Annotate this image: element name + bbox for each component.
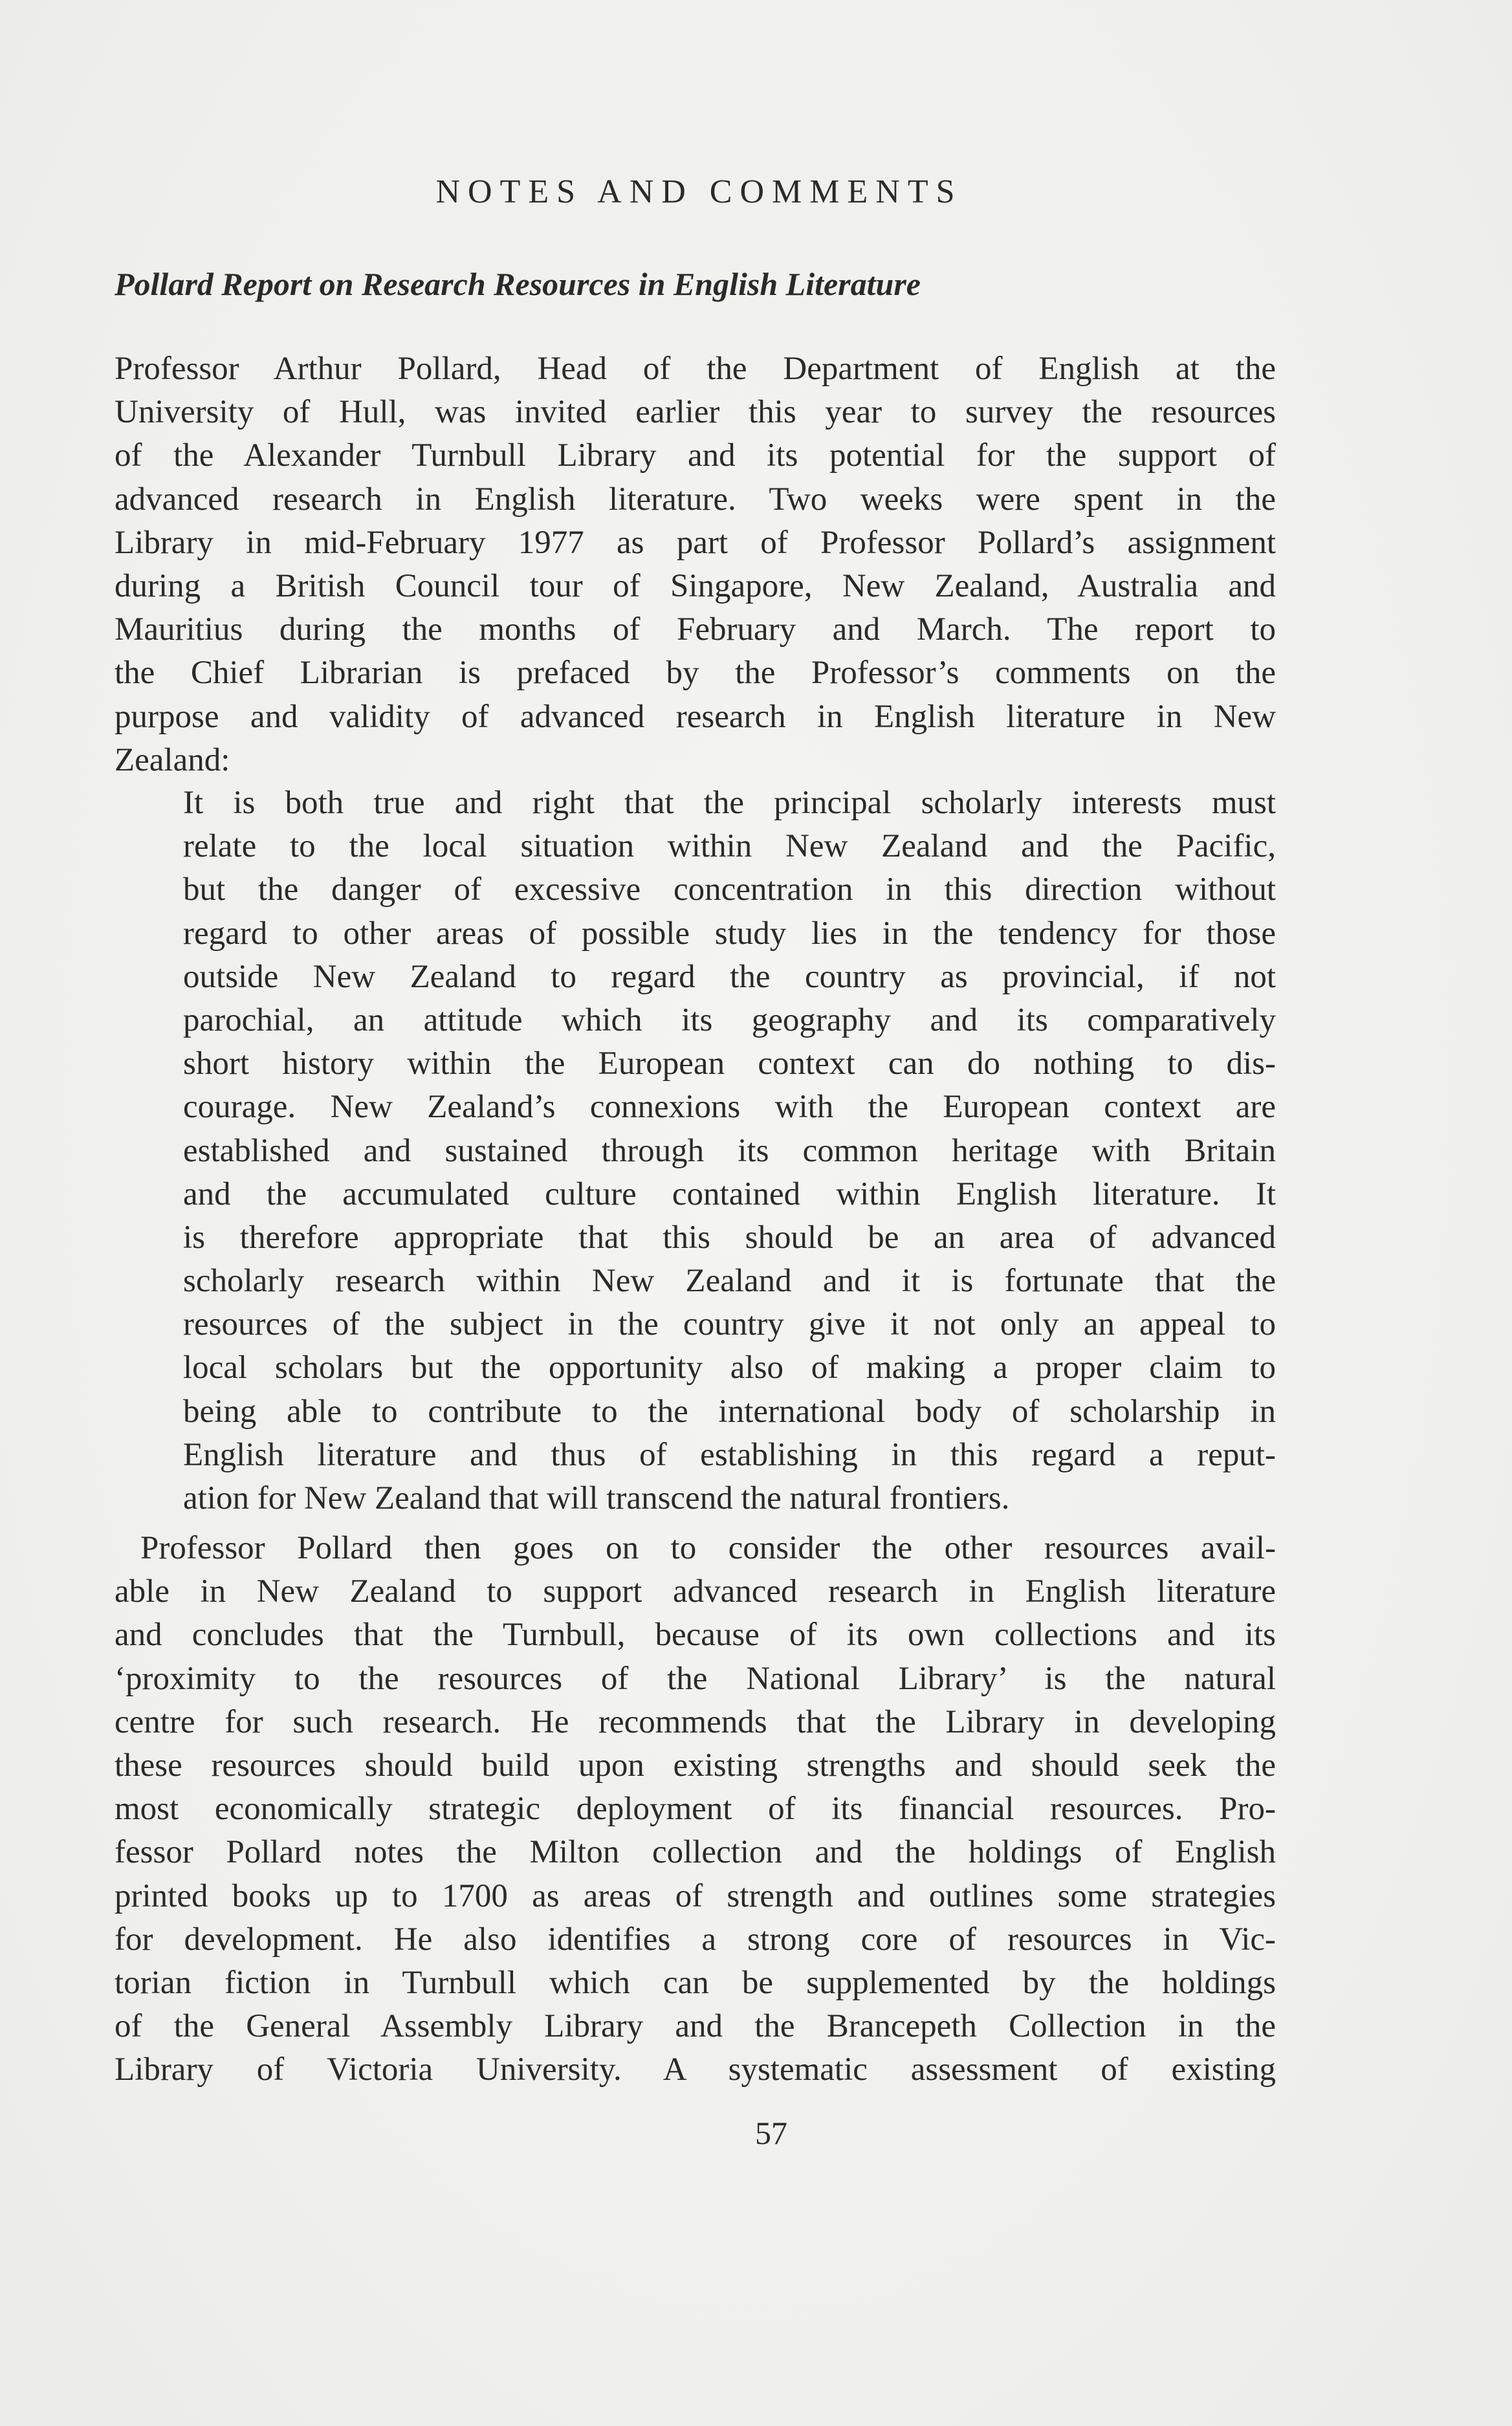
text-line: for development. He also identifies a strong core of resources in Vic-	[115, 1921, 1276, 1958]
quote-line: parochial, an attitude which its geography and its comparatively	[183, 1001, 1276, 1038]
text-line: able in New Zealand to support advanced research in English literature	[115, 1573, 1276, 1610]
quote-line: relate to the local situation within New Zealand and the Pacific,	[183, 828, 1276, 865]
text-line: purpose and validity of advanced research in English literature in New	[115, 698, 1276, 735]
quote-line: resources of the subject in the country give it not only an appeal to	[183, 1306, 1276, 1343]
text-line: most economically strategic deployment of its financial resources. Pro-	[115, 1791, 1276, 1828]
quote-line: scholarly research within New Zealand and it is fortunate that the	[183, 1263, 1276, 1300]
text-line: of the General Assembly Library and the Brancepeth Collection in the	[115, 2008, 1276, 2045]
text-line: printed books up to 1700 as areas of strength and outlines some strategies	[115, 1877, 1276, 1914]
text-line: Professor Pollard then goes on to consider the other resources avail-	[140, 1530, 1276, 1566]
quote-line: outside New Zealand to regard the country as provincial, if not	[183, 958, 1276, 995]
text-line: University of Hull, was invited earlier this year to survey the resources	[115, 394, 1276, 431]
text-line: fessor Pollard notes the Milton collection and the holdings of English	[115, 1834, 1276, 1871]
quote-line: but the danger of excessive concentration in this direction without	[183, 871, 1276, 908]
quote-line: regard to other areas of possible study lies in the tendency for those	[183, 915, 1276, 952]
quote-line: ation for New Zealand that will transcend the natural frontiers.	[183, 1480, 1010, 1516]
page-number: 57	[755, 2115, 787, 2151]
article-title: Pollard Report on Research Resources in English Literature	[115, 266, 921, 302]
text-line: ‘proximity to the resources of the National Library’ is the natural	[115, 1660, 1276, 1697]
quote-line: is therefore appropriate that this should be an area of advanced	[183, 1219, 1276, 1256]
text-line: and concludes that the Turnbull, because of its own collections and its	[115, 1617, 1276, 1654]
text-line: advanced research in English literature. Two weeks were spent in the	[115, 481, 1276, 518]
paragraph-conclusion	[115, 1527, 1276, 2092]
text-line: torian fiction in Turnbull which can be supplemented by the holdings	[115, 1964, 1276, 2001]
text-line: Professor Arthur Pollard, Head of the Department of English at the	[115, 351, 1276, 387]
text-line: of the Alexander Turnbull Library and its potential for the support of	[115, 437, 1276, 474]
quote-line: and the accumulated culture contained within English literature. It	[183, 1175, 1276, 1212]
quote-line: established and sustained through its common heritage with Britain	[183, 1132, 1276, 1169]
text-line: the Chief Librarian is prefaced by the Professor’s comments on the	[115, 655, 1276, 692]
quote-line: short history within the European context can do nothing to dis-	[183, 1045, 1276, 1082]
quote-line: local scholars but the opportunity also of making a proper claim to	[183, 1350, 1276, 1386]
text-line: Library in mid-February 1977 as part of Professor Pollard’s assignment	[115, 524, 1276, 561]
quote-line: It is both true and right that the principal scholarly interests must	[183, 785, 1276, 821]
text-line: Zealand:	[115, 741, 230, 778]
text-line: during a British Council tour of Singapore, New Zealand, Australia and	[115, 567, 1276, 604]
text-line: Library of Victoria University. A systematic assessment of existing	[115, 2051, 1276, 2088]
paragraph-intro	[115, 347, 1276, 782]
text-line: these resources should build upon existing strengths and should seek the	[115, 1747, 1276, 1784]
quote-line: English literature and thus of establishing in this regard a reput-	[183, 1436, 1276, 1473]
quote-line: courage. New Zealand’s connexions with the European context are	[183, 1089, 1276, 1126]
block-quote	[183, 781, 1276, 1520]
text-line: centre for such research. He recommends that the Library in developing	[115, 1703, 1276, 1740]
quote-line: being able to contribute to the international body of scholarship in	[183, 1393, 1276, 1430]
section-title: NOTES AND COMMENTS	[435, 173, 963, 210]
text-line: Mauritius during the months of February and March. The report to	[115, 611, 1276, 648]
